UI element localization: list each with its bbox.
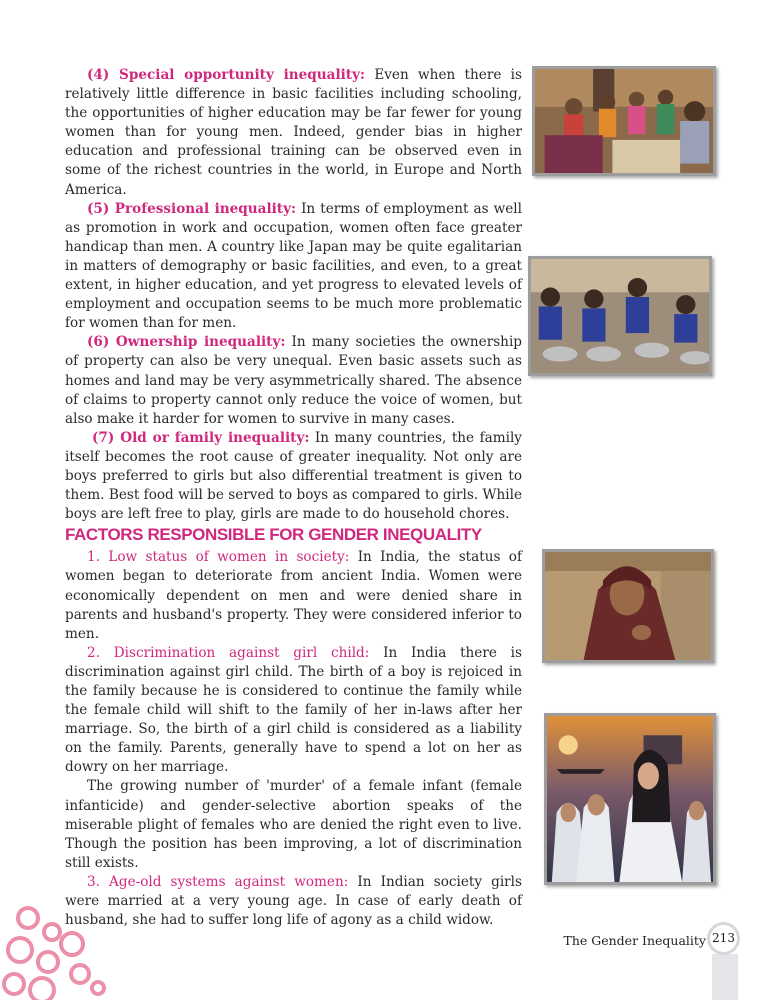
heading-age-old-systems: 3. Age-old systems against women: [87,873,349,890]
decorative-bubbles-icon [0,900,110,1000]
page-tab [712,954,738,1000]
chapter-title: The Gender Inequality [563,933,706,948]
page-number: 213 [707,922,740,955]
photo-children-eating [528,256,712,376]
heading-professional: (5) Professional inequality: [87,200,297,217]
photo-woman-shawl [542,549,714,663]
heading-ownership: (6) Ownership inequality: [87,334,286,351]
section-heading: FACTORS RESPONSIBLE FOR GENDER INEQUALITY [65,525,482,545]
body-column-top [65,66,522,930]
text-professional: In terms of employment as well as promotion in work and occupation, women often face greater handicap than men. A country like Japan may be quite egalitarian in matters of demography or basic facilities, and even, to a great extent, in higher education, and yet progress to elevated levels of employment and occupation seems to be much more problematic for women than for men. [65,200,522,332]
paragraph-special-opportunity [65,66,522,200]
photo-film-poster [544,713,716,885]
photo-women-classroom [532,66,716,176]
heading-family: (7) Old or family inequality: [92,429,310,446]
text-low-status: In India, the status of women began to deteriorate from ancient India. Women were economically dependent on men and were denied share in parents and husband's property. They were considered inferior to men. [65,549,523,642]
paragraph-infanticide: The growing number of 'murder' of a female infant (female infanticide) and gender-selective abortion speaks of the miserable plight of females who are denied the right even to live. Though the position has been improving, a lot of discrimination still exists. [65,778,522,871]
heading-special-opportunity: (4) Special opportunity inequality: [87,67,366,83]
heading-discrimination: 2. Discrimination against girl child: [87,644,370,661]
paragraph-discrimination [65,644,522,778]
text-age-old-systems: In Indian society girls were married at a very young age. In case of early death of husband, she had to suffer long life of agony as a child widow. [65,873,522,929]
heading-low-status: 1. Low status of women in society: [87,549,350,566]
paragraph-low-status [65,548,522,643]
paragraph-professional [65,200,522,334]
paragraph-family [65,429,522,524]
paragraph-age-old-systems [65,873,522,930]
paragraph-ownership [65,333,522,428]
text-family: In many countries, the family itself becomes the root cause of greater inequality. Not only are boys preferred to girls but also differential treatment is given to them. Best food will be served to boys as compared to girls. While boys are left free to play, girls are made to do household chores. [65,429,522,523]
text-discrimination: In India there is discrimination against girl child. The birth of a boy is rejoiced in the family because he is considered to continue the family while the female child will shift to the family of her in-laws after her marriage. So, the birth of a girl child is considered as a liability on the family. Parents, generally have to spend a lot on her as dowry on her marriage. [65,644,522,776]
text-ownership: In many societies the ownership of property can also be very unequal. Even basic assets such as homes and land may be very asymmetrically shared. The absence of claims to property cannot only reduce the voice of women, but also make it harder for women to survive in many cases. [65,334,522,427]
text-special-opportunity: Even when there is relatively little difference in basic facilities including schooling, the opportunities of higher education may be far fewer for young women than for young men. Indeed, gender bias in higher education and professional training can be observed even in some of the richest countries in the world, in Europe and North America. [65,67,523,198]
